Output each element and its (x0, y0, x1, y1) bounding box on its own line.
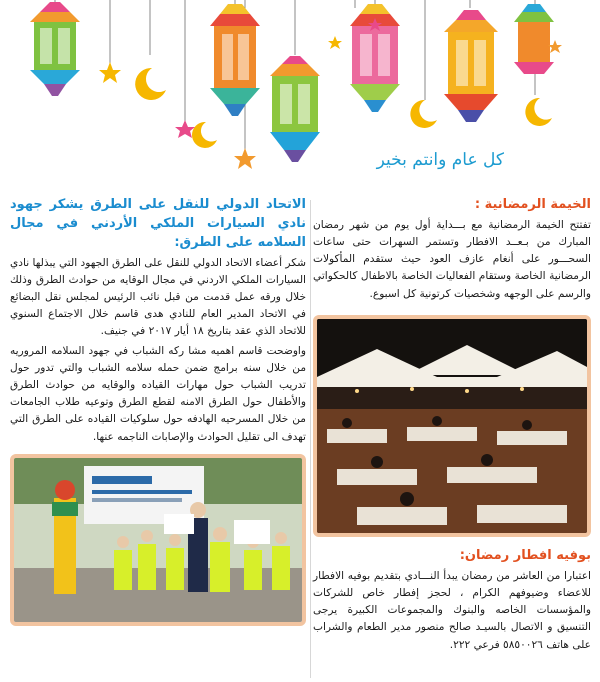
lantern-icon (270, 56, 320, 162)
ramadan-lantern-banner (0, 0, 600, 200)
lantern-icon (210, 4, 260, 116)
lantern-icon (444, 10, 498, 122)
tent-heading: الخيمة الرمضانية : (474, 197, 591, 212)
column-divider (310, 200, 311, 678)
tent-body: تفتتح الخيمة الرمضانية مع بـــداية أول يوم من شهر رمضان المبارك من بـعــد الافطار وتستمر السهرات حتى ساعات السحـــور على أنغام عازف العود حيث ستقدم المأكولات الرمضانية الخاصة وستقام الفعاليات الخاصة بالاطفال كالحكواتي والرسم على الوجهه وشخصيات كرتونية كل اسبوع. (313, 218, 591, 300)
crescent-moon-icon (192, 122, 217, 148)
star-icon (234, 148, 256, 169)
ramadan-greeting: كل عام وانتم بخير (376, 150, 504, 170)
ramadan-tent-photo (313, 315, 591, 537)
road-safety-paragraph-1: شكر أعضاء الاتحاد الدولي للنقل على الطرق الجهود التي يبذلها نادي السيارات الملكي الاردني في مجال الوقايه من حوادث الطرق وذلك خلال ورقه عمل قدمت من قبل نائب الرئيس لمجلس نقل البضائع في الاتحاد المدير العام للنادي هدى قاسم خلال الاجتماع السنوي للاتحاد الذي عقد بتاريخ ١٨ أيار ٢٠١٧ في جنيف. (10, 256, 306, 338)
right-column (313, 196, 591, 654)
road-safety-heading: الاتحاد الدولي للنقل على الطرق يشكر جهود نادي السيارات الملكي الأردني في مجال السلامه على الطرق: (10, 197, 306, 250)
crescent-moon-icon (135, 68, 166, 100)
star-icon (175, 120, 195, 138)
buffet-body: اعتبارا من العاشر من رمضان يبدأ النـــادي بتقديم بوفيه الافطار للاعضاء وضيوفهم الكرام ، لحجز إفطار خاص للشركات والمؤسسات الخاصه والبنوك والمجموعات الكبيرة يرجى التنسيق و الاتصال بالسيـد صالح منصور مدير الطعام والشراب على هاتف ٥٨٥٠٠٢٦ فرعي ٢٢٢. (313, 569, 591, 651)
star-icon (328, 36, 342, 49)
star-icon (99, 62, 121, 83)
crescent-moon-icon (410, 100, 437, 128)
crescent-moon-icon (525, 98, 552, 126)
road-safety-event-photo (10, 454, 306, 626)
lantern-icon (514, 4, 554, 74)
star-icon (548, 40, 562, 53)
road-safety-paragraph-2: واوضحت قاسم اهميه مشا ركه الشباب في جهود السلامه المروريه من خلال سنه برامج ضمن حمله سلامه الشباب والتي تدور حول تدريب الشباب حول مهارات القياده والوقايه من حوادث الطرق والأطفال حول الطرق الامنه لقطع الطرق وتوعيه طلاب الجامعات من خلال المسرحيه الهادفه حول سلوكيات القياده على الطرق التي تهدف الى تقليل الحوادث والإصابات الناجمه عنها. (10, 344, 306, 443)
left-column (10, 196, 306, 626)
lantern-icon (30, 2, 80, 96)
buffet-heading: بوفيه افطار رمضان: (459, 547, 591, 563)
